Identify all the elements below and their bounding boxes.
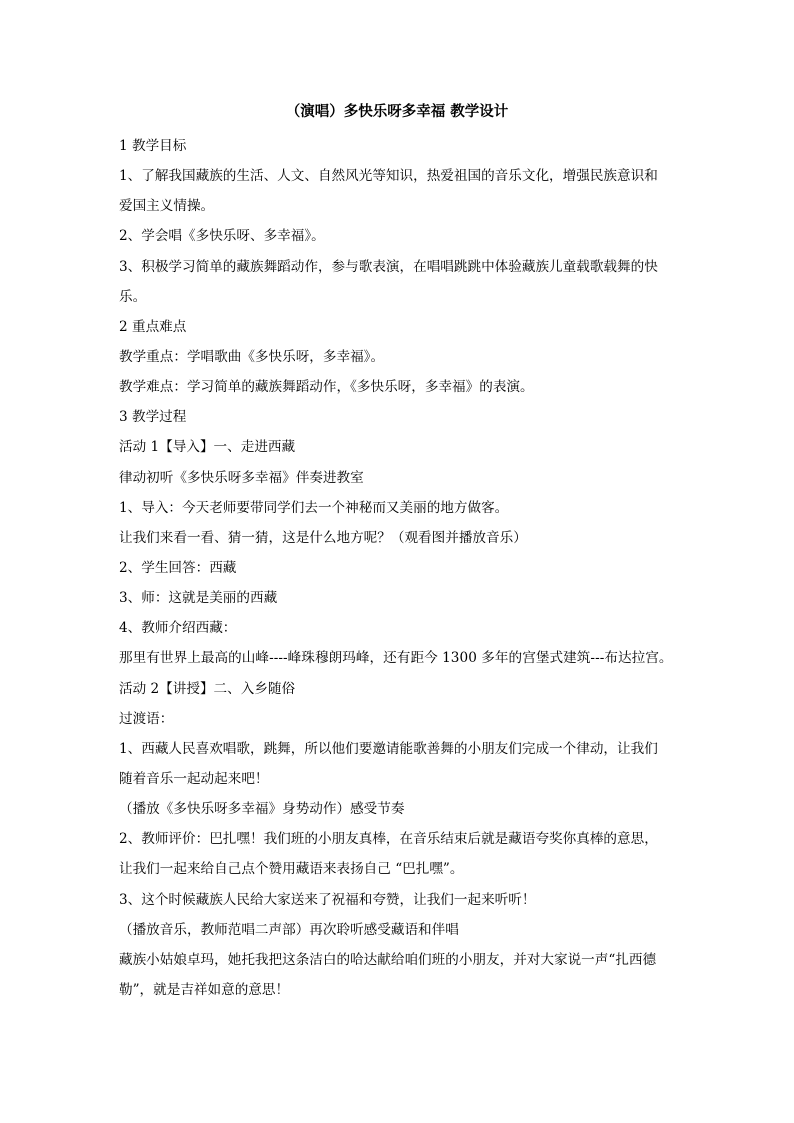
paragraph-line: 4、教师介绍西藏：	[119, 620, 237, 637]
document-title: （演唱）多快乐呀多幸福 教学设计	[285, 103, 509, 120]
paragraph-line: 1、了解我国藏族的生活、人文、自然风光等知识，热爱祖国的音乐文化，增强民族意识和	[119, 168, 658, 185]
paragraph-line: 教学重点：学唱歌曲《多快乐呀，多幸福》。	[119, 348, 385, 365]
paragraph-line: 教学难点：学习简单的藏族舞蹈动作，《多快乐呀，多幸福》的表演。	[119, 379, 534, 396]
paragraph-line: 那里有世界上最高的山峰----峰珠穆朗玛峰，还有距今 1300 多年的宫堡式建筑---布达拉宫。	[119, 650, 673, 667]
paragraph-line: 2、学会唱《多快乐呀、多幸福》。	[119, 228, 325, 245]
section-heading-objectives: 1 教学目标	[119, 138, 187, 154]
section-heading-process: 3 教学过程	[119, 409, 187, 426]
paragraph-line: 3、师：这就是美丽的西藏	[119, 590, 278, 607]
section-heading-key-points: 2 重点难点	[119, 318, 187, 335]
paragraph-line: （播放《多快乐呀多幸福》身势动作）感受节奏	[119, 801, 405, 818]
paragraph-line: 爱国主义情操。	[119, 198, 215, 215]
activity-heading: 活动 1【导入】一、走进西藏	[119, 439, 296, 456]
paragraph-line: 2、教师评价：巴扎嘿！我们班的小朋友真棒，在音乐结束后就是藏语夸奖你真棒的意思，	[119, 831, 658, 848]
paragraph-line: 2、学生回答：西藏	[119, 559, 237, 576]
paragraph-line: 乐。	[119, 288, 147, 305]
paragraph-line: 过渡语：	[119, 710, 174, 727]
paragraph-line: 律动初听《多快乐呀多幸福》伴奏进教室	[119, 469, 364, 486]
paragraph-line: 3、积极学习简单的藏族舞蹈动作，参与歌表演，在唱唱跳跳中体验藏族儿童载歌载舞的快	[119, 258, 658, 275]
activity-heading: 活动 2【讲授】二、入乡随俗	[119, 680, 296, 697]
paragraph-line: 随着音乐一起动起来吧！	[119, 770, 269, 787]
paragraph-line: 1、导入：今天老师要带同学们去一个神秘而又美丽的地方做客。	[119, 499, 509, 516]
paragraph-line: （播放音乐，教师范唱二声部）再次聆听感受藏语和伴唱	[119, 921, 459, 938]
paragraph-line: 3、这个时候藏族人民给大家送来了祝福和夸赞，让我们一起来听听！	[119, 891, 536, 908]
paragraph-line: 1、西藏人民喜欢唱歌，跳舞，所以他们要邀请能歌善舞的小朋友们完成一个律动，让我们	[119, 740, 658, 757]
paragraph-line: 让我们一起来给自己点个赞用藏语来表扬自己 “巴扎嘿”。	[119, 861, 464, 878]
document-body	[119, 131, 679, 1005]
paragraph-line: 藏族小姑娘卓玛，她托我把这条洁白的哈达献给咱们班的小朋友，并对大家说一声“扎西德	[119, 951, 657, 968]
paragraph-line: 勒”，就是吉祥如意的意思！	[119, 981, 290, 998]
paragraph-line: 让我们来看一看、猜一猜，这是什么地方呢？（观看图并播放音乐）	[119, 529, 527, 546]
